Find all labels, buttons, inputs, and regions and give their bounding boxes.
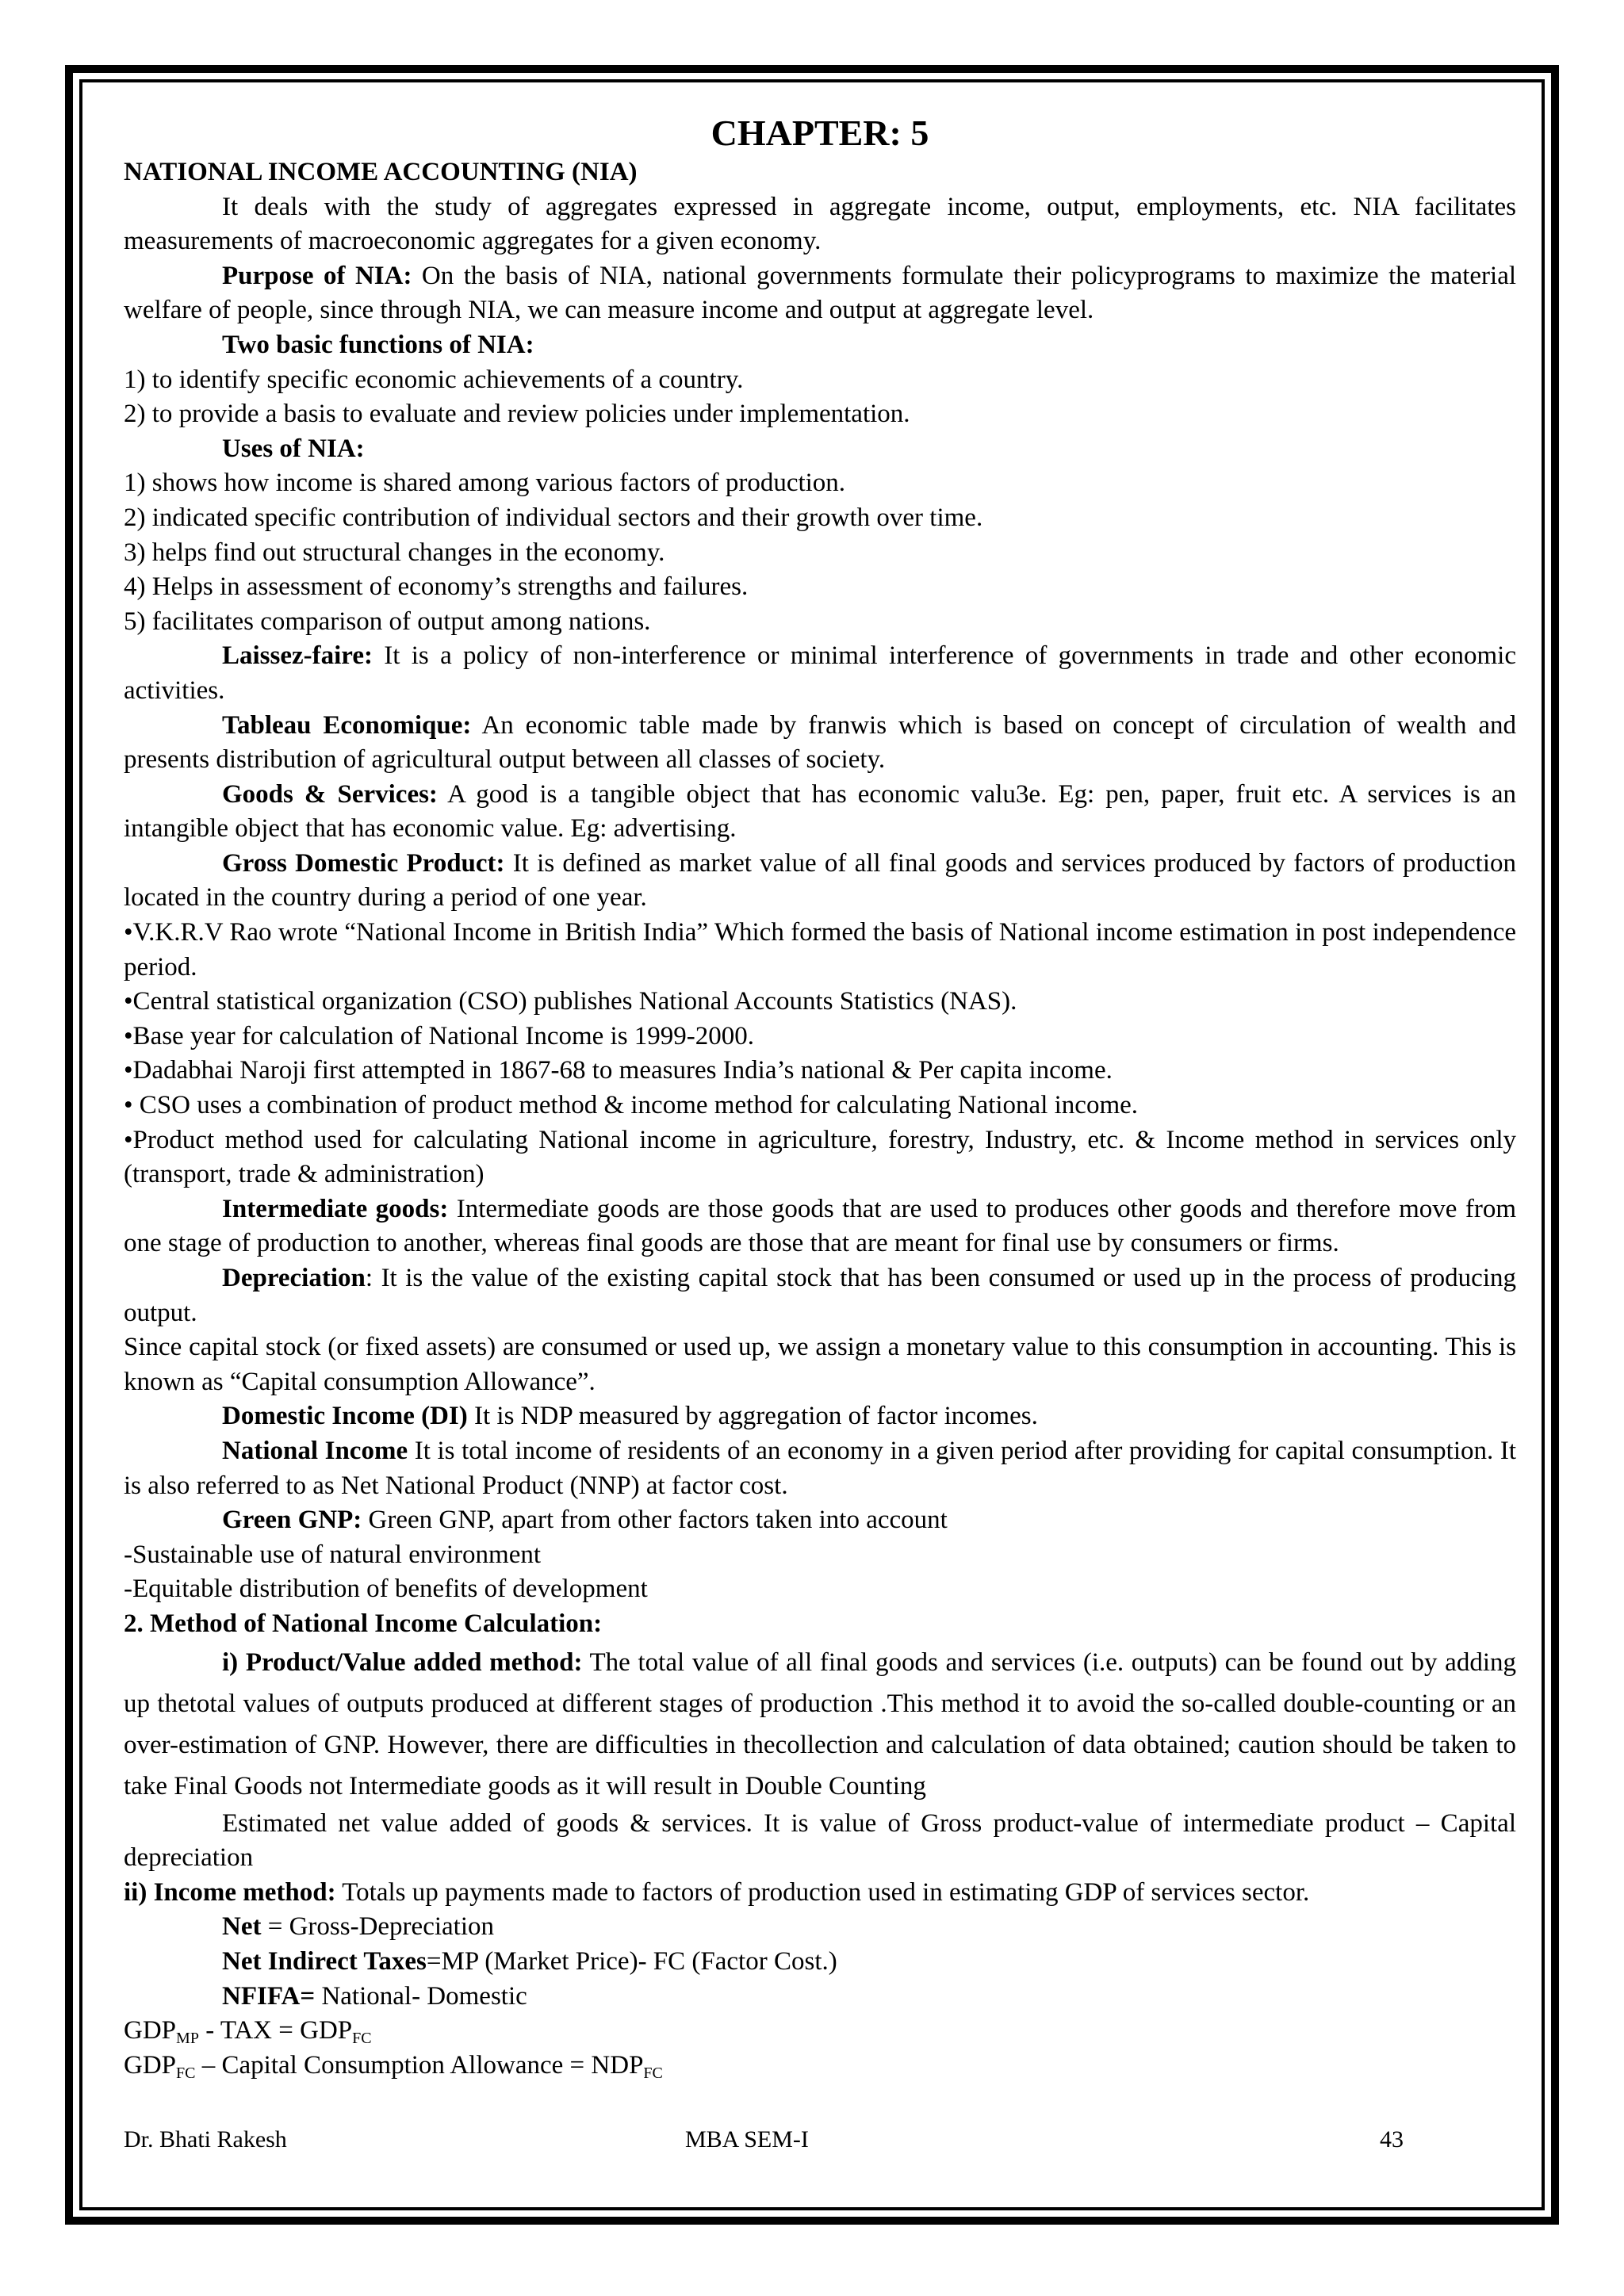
page-footer [124,2126,1408,2158]
footer-author: Dr. Bhati Rakesh [124,2126,287,2152]
formula-sub-fc: FC [176,2064,196,2082]
goods-text: A good is a tangible object that has economic valu3e. Eg: pen, paper, fruit etc. A services is an intangible object that has economic value. Eg: advertising. [124,779,1517,844]
bullet-item: •V.K.R.V Rao wrote “National Income in British India” Which formed the basis of National income estimation in post independence period. [124,918,1516,982]
formula-sub-fc: FC [643,2064,663,2082]
laissez-paragraph [124,639,1516,708]
product-method-text: The total value of all final goods and services (i.e. outputs) can be found out by adding up thetotal values of outputs produced at different stages of production .This method it to avoid the so-called double-counting or an over-estimation of GNP. However, there are difficulties in thecollection and calculation of data obtained; caution should be taken to take Final Goods not Intermediate goods as it will result in Double Counting [124,1647,1517,1800]
page-content [124,111,1516,2083]
product-method-paragraph [124,1642,1516,1807]
estimated-paragraph: Estimated net value added of goods & services. It is value of Gross product-value of intermediate product – Capital depreciation [124,1808,1516,1873]
purpose-paragraph [124,259,1516,328]
national-income-paragraph [124,1434,1516,1503]
nit-label: Net Indirect Taxes [222,1946,427,1976]
bullet-item: •Product method used for calculating National income in agriculture, forestry, Industry, etc. & Income method in services only (transport, trade & administration) [124,1125,1516,1189]
green-text: Green GNP, apart from other factors taken into account [362,1506,948,1535]
intermediate-label: Intermediate goods: [222,1194,449,1223]
nit-text: =MP (Market Price)- FC (Factor Cost.) [426,1946,837,1976]
depreciation-paragraph [124,1261,1516,1330]
nfifa-label: NFIFA= [222,1981,316,2011]
nit-line [124,1945,1516,1980]
bullet-item: •Dadabhai Naroji first attempted in 1867-68 to measures India’s national & Per capita income. [124,1056,1113,1085]
gdp-text: It is defined as market value of all final goods and services produced by factors of production located in the country during a period of one year. [124,848,1516,913]
net-text: = Gross-Depreciation [261,1912,494,1942]
use-item: 5) facilitates comparison of output among nations. [124,607,651,636]
net-label: Net [222,1912,262,1942]
green-paragraph [124,1503,1516,1538]
formula-sub-mp: MP [176,2030,199,2048]
intro-paragraph: It deals with the study of aggregates expressed in aggregate income, output, employments, etc. NIA facilitates measurements of macroeconomic aggregates for a given economy. [124,192,1516,256]
capital-paragraph: Since capital stock (or fixed assets) are consumed or used up, we assign a monetary value to this consumption in accounting. This is known as “Capital consumption Allowance”. [124,1333,1516,1396]
functions-heading: Two basic functions of NIA: [222,330,534,359]
tableau-text: An economic table made by franwis which is based on concept of circulation of wealth and presents distribution of agricultural output between all classes of society. [124,710,1516,775]
gdp-label: Gross Domestic Product: [222,848,505,878]
section-title: NATIONAL INCOME ACCOUNTING (NIA) [124,158,638,186]
national-income-label: National Income [222,1436,408,1465]
formula-mid: - TAX = GDP [198,2016,353,2045]
product-method-label: i) Product/Value added method: [222,1647,583,1677]
depreciation-text: : It is the value of the existing capital stock that has been consumed or used up in the process of producing output. [124,1264,1516,1327]
function-item: 1) to identify specific economic achievements of a country. [124,365,744,394]
formula-sub-fc: FC [352,2030,372,2048]
bullet-item: •Base year for calculation of National Income is 1999-2000. [124,1021,755,1050]
use-item: 4) Helps in assessment of economy’s strengths and failures. [124,572,749,602]
green-item: -Equitable distribution of benefits of development [124,1575,648,1604]
domestic-text: It is NDP measured by aggregation of factor incomes. [467,1402,1038,1431]
gdp-paragraph [124,847,1516,916]
bullet-item: • CSO uses a combination of product method & income method for calculating National income. [124,1091,1139,1120]
income-method-label: ii) Income method: [124,1877,336,1907]
purpose-text: On the basis of NIA, national governments formulate their policyprograms to maximize the material welfare of people, since through NIA, we can measure income and output at aggregate level. [124,261,1517,325]
net-line [124,1910,1516,1945]
intermediate-paragraph [124,1192,1516,1261]
laissez-label: Laissez-faire: [222,641,373,671]
national-income-text: It is total income of residents of an economy in a given period after providing for capital consumption. It is also referred to as Net National Product (NNP) at factor cost. [124,1436,1517,1500]
formula-gdp: GDP [124,2050,177,2080]
footer-page-number: 43 [1380,2126,1404,2152]
chapter-title: CHAPTER: 5 [710,113,929,153]
bullet-item: •Central statistical organization (CSO) publishes National Accounts Statistics (NAS). [124,987,1017,1016]
intermediate-text: Intermediate goods are those goods that are used to produces other goods and therefore move from one stage of production to another, whereas final goods are those that are meant for final use by consumers or firms. [124,1194,1516,1258]
green-label: Green GNP: [222,1506,362,1535]
goods-label: Goods & Services: [222,779,438,809]
goods-paragraph [124,778,1516,847]
use-item: 2) indicated specific contribution of individual sectors and their growth over time. [124,503,983,532]
formula-gdp-mp [124,2014,1516,2049]
formula-gdp-fc [124,2049,1516,2084]
formula-gdp: GDP [124,2016,177,2045]
tableau-paragraph [124,709,1516,778]
footer-course: MBA SEM-I [685,2126,809,2152]
nfifa-text: National- Domestic [315,1981,527,2011]
function-item: 2) to provide a basis to evaluate and review policies under implementation. [124,400,910,429]
nfifa-line [124,1980,1516,2015]
tableau-label: Tableau Economique: [222,710,472,740]
income-method-text: Totals up payments made to factors of production used in estimating GDP of services sector. [335,1877,1310,1907]
purpose-label: Purpose of NIA: [222,261,412,290]
domestic-label: Domestic Income (DI) [222,1402,468,1431]
method-heading: 2. Method of National Income Calculation: [124,1609,603,1638]
income-method-paragraph [124,1876,1516,1911]
domestic-paragraph [124,1399,1516,1434]
laissez-text: It is a policy of non-interference or minimal interference of governments in trade and other economic activities. [124,641,1516,705]
use-item: 3) helps find out structural changes in the economy. [124,538,665,567]
green-item: -Sustainable use of natural environment [124,1540,542,1569]
formula-mid: – Capital Consumption Allowance = NDP [195,2050,644,2080]
uses-heading: Uses of NIA: [222,434,365,463]
use-item: 1) shows how income is shared among various factors of production. [124,469,846,498]
depreciation-label: Depreciation [222,1264,366,1292]
